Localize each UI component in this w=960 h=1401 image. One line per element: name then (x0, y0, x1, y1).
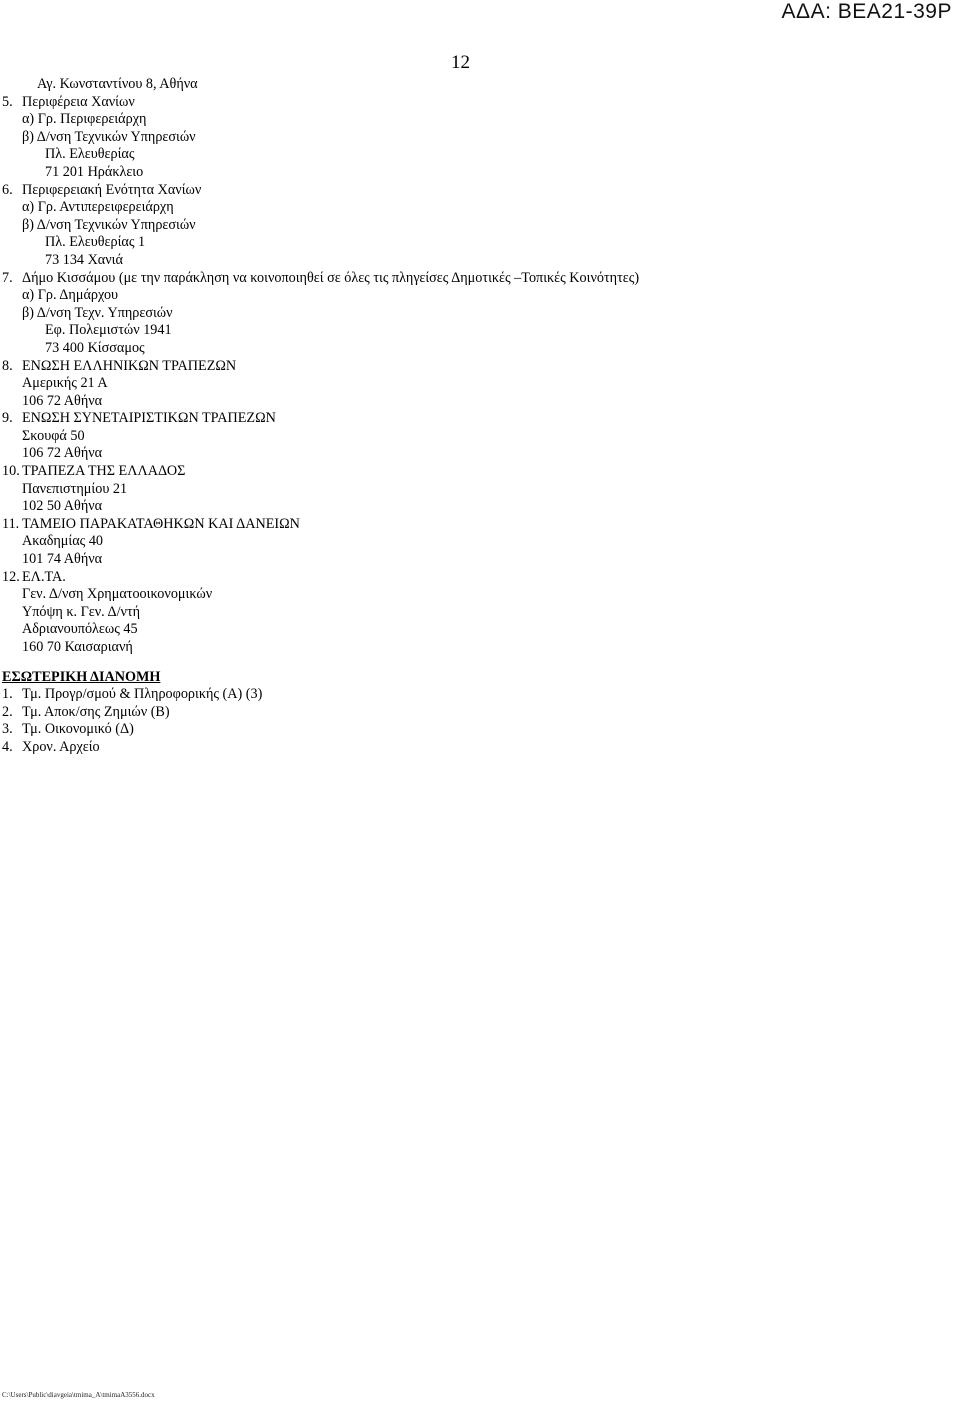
list-line (0, 516, 930, 534)
internal-item-number: 4. (2, 738, 13, 755)
list-text: Αμερικής 21 Α (22, 375, 108, 392)
list-text: β) Δ/νση Τεχνικών Υπηρεσιών (22, 128, 196, 145)
distribution-list (0, 76, 930, 757)
list-line (0, 305, 930, 323)
list-line (0, 498, 930, 516)
section-spacer (0, 657, 930, 669)
list-text: Εφ. Πολεμιστών 1941 (45, 322, 172, 339)
list-line (0, 252, 930, 270)
list-line (0, 182, 930, 200)
list-line (0, 340, 930, 358)
list-text: α) Γρ. Αντιπερειφερειάρχη (22, 199, 174, 216)
internal-item-number: 3. (2, 721, 13, 738)
list-line (0, 428, 930, 446)
internal-item (0, 686, 930, 704)
list-text: 73 134 Χανιά (45, 251, 123, 268)
list-line (0, 129, 930, 147)
internal-item (0, 704, 930, 722)
list-line (0, 234, 930, 252)
list-text: Υπόψη κ. Γεν. Δ/ντή (22, 603, 141, 620)
list-text: Δήμο Κισσάμου (με την παράκληση να κοινοποιηθεί σε όλες τις πληγείσες Δημοτικές –Τοπικές Κοινότητες) (22, 269, 640, 286)
list-line (0, 199, 930, 217)
list-text: Αδριανουπόλεως 45 (22, 621, 138, 638)
list-text: Αγ. Κωνσταντίνου 8, Αθήνα (37, 76, 198, 92)
internal-item-text: Τμ. Αποκ/σης Ζημιών (Β) (22, 703, 170, 720)
list-line (0, 586, 930, 604)
list-line (0, 410, 930, 428)
list-text: 106 72 Αθήνα (22, 392, 103, 409)
list-line (0, 375, 930, 393)
list-number: 12. (2, 568, 20, 585)
page-number: 12 (451, 52, 470, 73)
list-text: Σκουφά 50 (22, 427, 85, 444)
list-line (0, 604, 930, 622)
list-text: β) Δ/νση Τεχνικών Υπηρεσιών (22, 216, 196, 233)
list-text: 71 201 Ηράκλειο (45, 163, 144, 180)
list-line (0, 164, 930, 182)
list-line (0, 322, 930, 340)
list-text: α) Γρ. Περιφερειάρχη (22, 111, 147, 128)
list-line (0, 445, 930, 463)
list-line (0, 463, 930, 481)
list-line (0, 569, 930, 587)
list-text: ΕΝΩΣΗ ΣΥΝΕΤΑΙΡΙΣΤΙΚΩΝ ΤΡΑΠΕΖΩΝ (22, 410, 276, 427)
internal-item (0, 721, 930, 739)
list-line (0, 270, 930, 288)
list-text: Πλ. Ελευθερίας 1 (45, 234, 146, 251)
list-text: 101 74 Αθήνα (22, 551, 103, 568)
list-line (0, 621, 930, 639)
list-number: 5. (2, 93, 13, 110)
list-text: ΤΡΑΠΕΖΑ ΤΗΣ ΕΛΛΑΔΟΣ (22, 463, 186, 480)
list-line (0, 217, 930, 235)
list-text: Πλ. Ελευθερίας (45, 146, 135, 163)
internal-item-text: Τμ. Προγρ/σμού & Πληροφορικής (Α) (3) (22, 686, 263, 703)
list-text: α) Γρ. Δημάρχου (22, 287, 119, 304)
list-text: Περιφέρεια Χανίων (22, 93, 135, 110)
list-number: 7. (2, 269, 13, 286)
list-text: 102 50 Αθήνα (22, 498, 103, 515)
list-line (0, 287, 930, 305)
list-number: 8. (2, 357, 13, 374)
list-text: ΤΑΜΕΙΟ ΠΑΡΑΚΑΤΑΘΗΚΩΝ ΚΑΙ ΔΑΝΕΙΩΝ (22, 515, 300, 532)
list-text: ΕΝΩΣΗ ΕΛΛΗΝΙΚΩΝ ΤΡΑΠΕΖΩΝ (22, 357, 237, 374)
list-text: Πανεπιστημίου 21 (22, 480, 128, 497)
list-line (0, 533, 930, 551)
list-line (0, 393, 930, 411)
list-line (0, 94, 930, 112)
internal-item-text: Τμ. Οικονομικό (Δ) (22, 721, 134, 738)
list-line (0, 551, 930, 569)
list-text: ΕΛ.ΤΑ. (22, 568, 66, 585)
list-number: 11. (2, 515, 20, 532)
ada-code: ΑΔΑ: ΒΕΑ21-39Ρ (781, 0, 952, 23)
list-line (0, 639, 930, 657)
list-line (0, 111, 930, 129)
list-line (0, 481, 930, 499)
internal-item-text: Χρον. Αρχείο (22, 738, 100, 755)
list-line (0, 358, 930, 376)
list-text: Γεν. Δ/νση Χρηματοοικονομικών (22, 586, 213, 603)
list-text: 160 70 Καισαριανή (22, 639, 133, 655)
internal-item-number: 2. (2, 703, 13, 720)
list-text: β) Δ/νση Τεχν. Υπηρεσιών (22, 304, 173, 321)
list-text: Ακαδημίας 40 (22, 533, 104, 550)
list-text: 73 400 Κίσσαμος (45, 339, 145, 356)
list-line (0, 76, 930, 94)
list-text: Περιφερειακή Ενότητα Χανίων (22, 181, 202, 198)
list-line (0, 146, 930, 164)
file-path-footer: C:\Users\Public\diavgeia\tmima_A\tmimaA3556.docx (2, 1391, 155, 1399)
list-text: 106 72 Αθήνα (22, 445, 103, 462)
list-number: 6. (2, 181, 13, 198)
list-number: 10. (2, 463, 20, 480)
internal-distribution-title: ΕΣΩΤΕΡΙΚΗ ΔΙΑΝΟΜΗ (2, 668, 161, 685)
internal-item (0, 739, 930, 757)
internal-item-number: 1. (2, 686, 13, 703)
list-number: 9. (2, 410, 13, 427)
